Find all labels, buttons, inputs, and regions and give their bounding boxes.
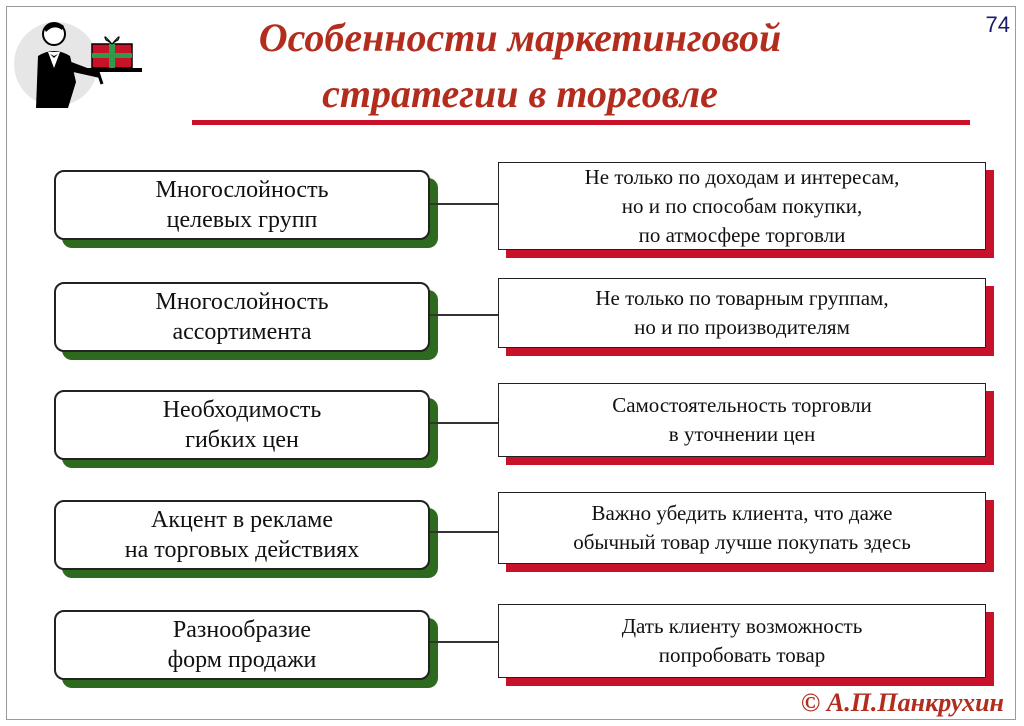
right-box-text: Дать клиенту возможность [621, 614, 863, 638]
connector-line [430, 641, 498, 643]
connector-line [430, 422, 498, 424]
right-box-text: но и по способам покупки, [621, 193, 863, 218]
left-box-text: на торговых действиях [124, 537, 360, 563]
left-box-text: форм продажи [167, 647, 317, 673]
left-box-assortment [54, 282, 430, 352]
right-box-target-groups [498, 162, 986, 250]
right-box-advertising [498, 492, 986, 564]
right-box-text: Не только по товарным группам, [595, 286, 889, 310]
left-box-text: Многослойность [155, 289, 329, 315]
left-box-text: целевых групп [166, 207, 318, 233]
title-underline [192, 120, 970, 125]
title-line-1: Особенности маркетинговой [258, 15, 782, 60]
right-box-text: Самостоятельность торговли [612, 393, 872, 417]
page-title [200, 10, 840, 122]
right-box-text: Не только по доходам и интересам, [584, 164, 900, 189]
left-box-text: Разнообразие [172, 617, 312, 643]
right-box-text: обычный товар лучше покупать здесь [573, 530, 911, 554]
copyright-author: © А.П.Панкрухин [800, 688, 1004, 717]
waiter-with-gift-icon [14, 12, 146, 108]
right-box-text: попробовать товар [658, 643, 826, 667]
right-box-text: в уточнении цен [668, 422, 816, 446]
left-box-text: гибких цен [185, 427, 299, 453]
left-box-sales-forms [54, 610, 430, 680]
connector-line [430, 314, 498, 316]
right-box-text: Важно убедить клиента, что даже [591, 501, 893, 525]
left-box-text: Акцент в рекламе [151, 507, 333, 533]
right-box-text: но и по производителям [634, 315, 850, 339]
right-box-sales-forms [498, 604, 986, 678]
page-number: 74 [985, 12, 1010, 37]
connector-line [430, 531, 498, 533]
connector-line [430, 203, 498, 205]
left-box-text: Необходимость [162, 397, 322, 423]
title-line-2: стратегии в торговле [322, 71, 718, 116]
left-box-advertising [54, 500, 430, 570]
right-box-assortment [498, 278, 986, 348]
left-box-target-groups [54, 170, 430, 240]
left-box-flexible-prices [54, 390, 430, 460]
left-box-text: Многослойность [155, 177, 329, 203]
left-box-text: ассортимента [172, 319, 312, 345]
right-box-flexible-prices [498, 383, 986, 457]
right-box-text: по атмосфере торговли [638, 222, 846, 247]
